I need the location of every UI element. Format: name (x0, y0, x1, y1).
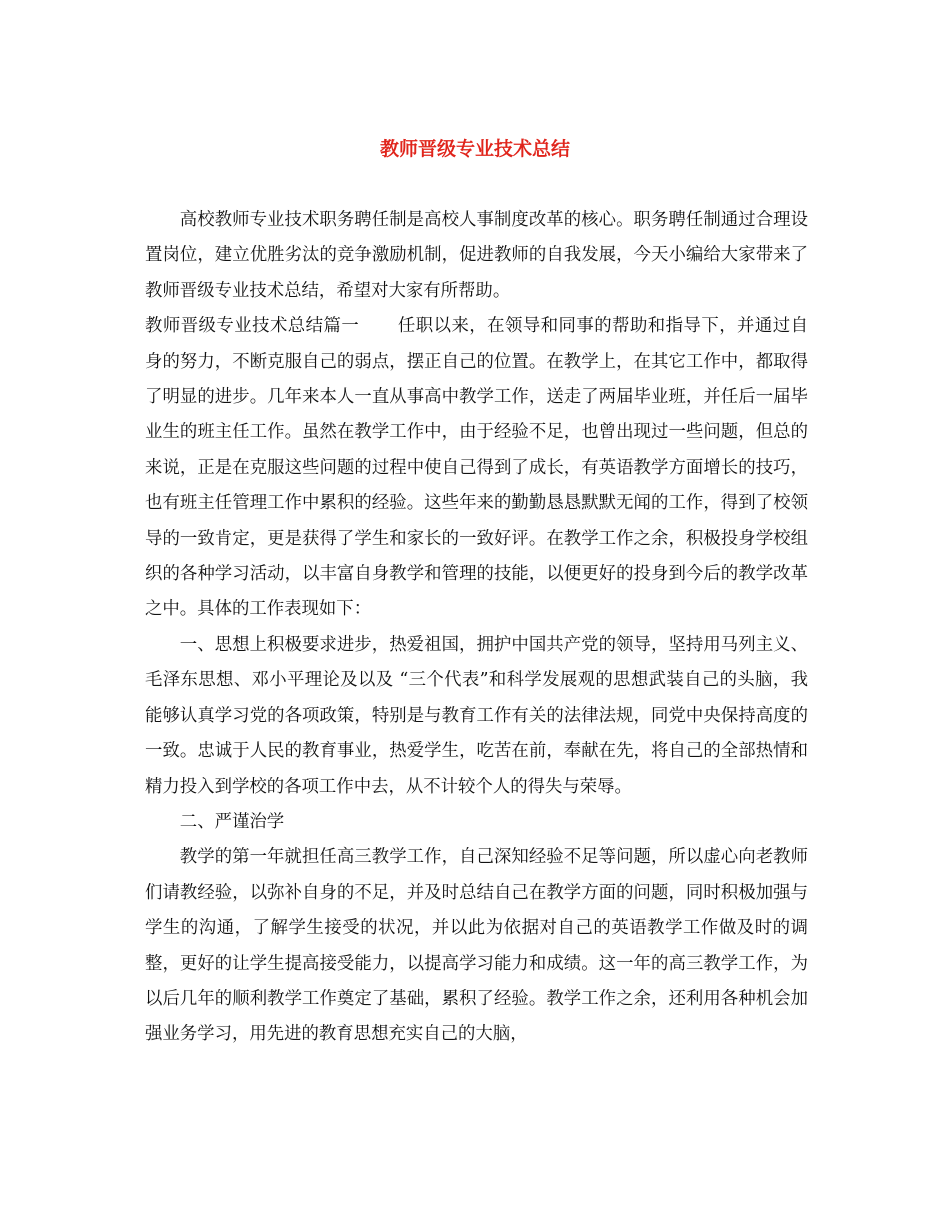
section1-paragraph: 一、思想上积极要求进步，热爱祖国，拥护中国共产党的领导，坚持用马列主义、毛泽东思想、邓小平理论及以及 “三个代表”和科学发展观的思想武装自己的头脑，我能够认真学习党的各项政策，特别是与教育工作有关的法律法规，同党中央保持高度的一致。忠诚于人民的教育事业，热爱学生，吃苦在前，奉献在先，将自己的全部热情和精力投入到学校的各项工作中去，从不计较个人的得失与荣辱。 (145, 634, 808, 797)
part1-label: 教师晋级专业技术总结篇一 (145, 316, 360, 337)
intro-paragraph: 高校教师专业技术职务聘任制是高校人事制度改革的核心。职务聘任制通过合理设置岗位，建立优胜劣汰的竞争激励机制，促进教师的自我发展，今天小编给大家带来了教师晋级专业技术总结，希望对大家有所帮助。 (145, 210, 808, 301)
section2-paragraph: 教学的第一年就担任高三教学工作，自己深知经验不足等问题，所以虚心向老教师们请教经验，以弥补自身的不足，并及时总结自己在教学方面的问题，同时积极加强与学生的沟通，了解学生接受的状况，并以此为依据对自己的英语教学工作做及时的调整，更好的让学生提高接受能力，以提高学习能力和成绩。这一年的高三教学工作，为以后几年的顺利教学工作奠定了基础，累积了经验。教学工作之余，还利用各种机会加强业务学习，用先进的教育思想充实自己的大脑， (145, 847, 808, 1045)
document-body (145, 203, 808, 1053)
section2-heading: 二、严谨治学 (179, 811, 285, 832)
part1-paragraph (145, 309, 808, 628)
part1-text: 任职以来，在领导和同事的帮助和指导下，并通过自身的努力，不断克服自己的弱点，摆正自己的位置。在教学上，在其它工作中，都取得了明显的进步。几年来本人一直从事高中教学工作，送走了两届毕业班，并任后一届毕业生的班主任工作。虽然在教学工作中，由于经验不足，也曾出现过一些问题，但总的来说，正是在克服这些问题的过程中使自己得到了成长，有英语教学方面增长的技巧，也有班主任管理工作中累积的经验。这些年来的勤勤恳恳默默无闻的工作，得到了校领导的一致肯定，更是获得了学生和家长的一致好评。在教学工作之余，积极投身学校组织的各种学习活动，以丰富自身教学和管理的技能，以便更好的投身到今后的教学改革之中。具体的工作表现如下： (145, 316, 808, 620)
document-title: 教师晋级专业技术总结 (379, 138, 570, 160)
